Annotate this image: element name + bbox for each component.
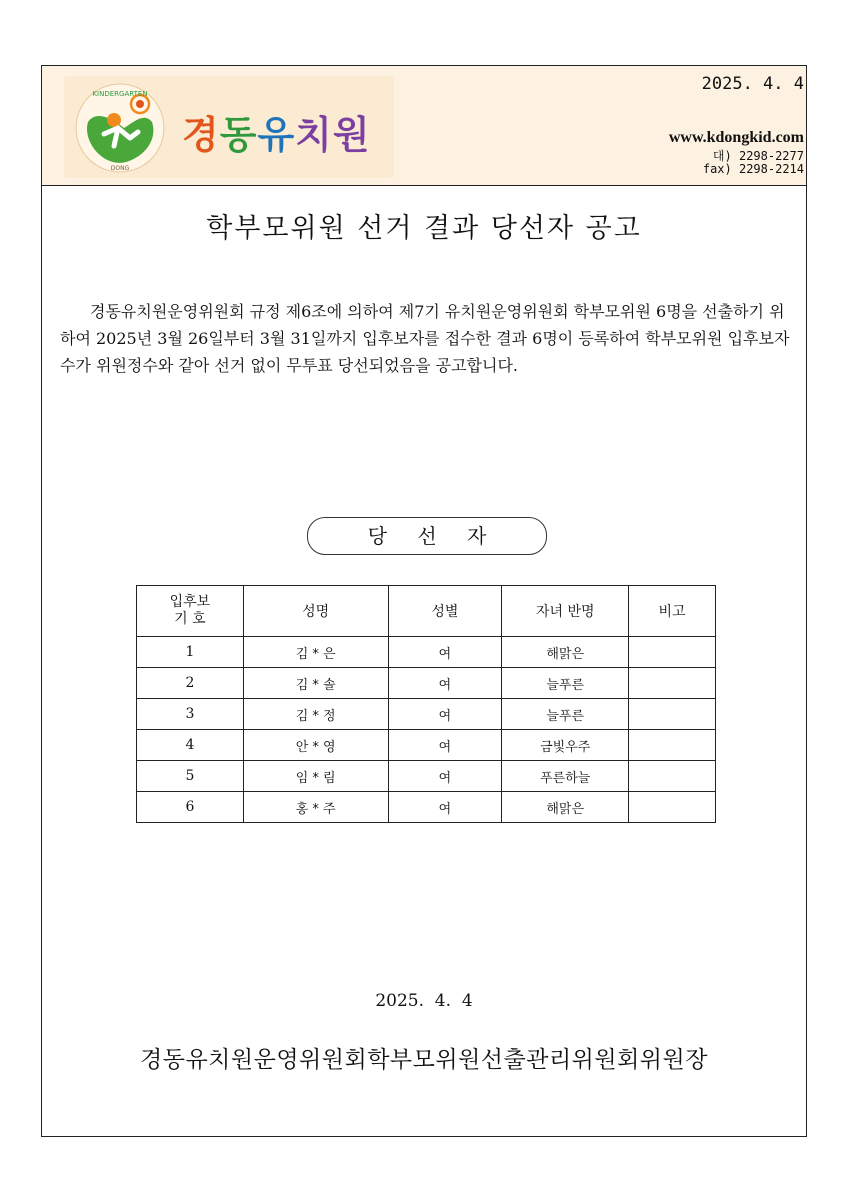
- header-number-line2: 기 호: [174, 611, 206, 627]
- logo-char: 경: [182, 113, 220, 157]
- cell-name: 임 * 림: [243, 761, 388, 792]
- table-row: [137, 699, 716, 730]
- winners-table: [136, 585, 716, 823]
- winners-badge: 당 선 자: [307, 517, 547, 555]
- header-note: 비고: [629, 586, 716, 637]
- cell-note: [629, 699, 716, 730]
- cell-name: 김 * 은: [243, 637, 388, 668]
- cell-note: [629, 792, 716, 823]
- cell-class: 해맑은: [502, 637, 629, 668]
- cell-class: 금빛우주: [502, 730, 629, 761]
- cell-class: 늘푸른: [502, 668, 629, 699]
- cell-number: 3: [137, 699, 244, 730]
- cell-class: 푸른하늘: [502, 761, 629, 792]
- cell-note: [629, 761, 716, 792]
- logo-bottom-text: DONG: [110, 165, 130, 172]
- kindergarten-logo: [64, 76, 394, 178]
- cell-note: [629, 637, 716, 668]
- cell-gender: 여: [388, 668, 502, 699]
- cell-gender: 여: [388, 792, 502, 823]
- table-row: [137, 730, 716, 761]
- cell-number: 5: [137, 761, 244, 792]
- footer-date: 2025. 4. 4: [375, 991, 473, 1011]
- table-header-row: [137, 586, 716, 637]
- cell-note: [629, 730, 716, 761]
- header-candidate-number: [137, 586, 244, 637]
- fax-number: fax) 2298-2214: [702, 162, 804, 176]
- header-name: 성명: [243, 586, 388, 637]
- cell-gender: 여: [388, 637, 502, 668]
- cell-note: [629, 668, 716, 699]
- cell-name: 홍 * 주: [243, 792, 388, 823]
- cell-number: 6: [137, 792, 244, 823]
- notice-title: 학부모위원 선거 결과 당선자 공고: [206, 213, 642, 244]
- letterhead: [42, 66, 806, 186]
- notice-paragraph: 경동유치원운영위원회 규정 제6조에 의하여 제7기 유치원운영위원회 학부모위원 6명을 선출하기 위하여 2025년 3월 26일부터 3월 31일까지 입후보자를 접수한 결과 6명이 등록하여 학부모위원 입후보자 수가 위원정수와 같아 선거 없이 무투표 당선되었음을 공고합니다.: [60, 302, 790, 375]
- table-row: [137, 761, 716, 792]
- logo-char: 치: [295, 113, 333, 157]
- kindergarten-name: [182, 104, 371, 159]
- notice-frame: [41, 65, 807, 1137]
- cell-gender: 여: [388, 730, 502, 761]
- committee-signature: 경동유치원운영위원회학부모위원선출관리위원회위원장: [140, 1047, 708, 1073]
- phone-number: 대) 2298-2277: [712, 149, 804, 163]
- table-row: [137, 792, 716, 823]
- cell-gender: 여: [388, 699, 502, 730]
- cell-name: 김 * 정: [243, 699, 388, 730]
- table-row: [137, 668, 716, 699]
- logo-emblem-icon: [74, 82, 166, 174]
- logo-char: 동: [219, 113, 258, 157]
- logo-arc-text: KINDERGARTEN: [92, 90, 148, 98]
- cell-number: 2: [137, 668, 244, 699]
- cell-class: 늘푸른: [502, 699, 629, 730]
- header-number-line1: 입후보: [169, 594, 211, 610]
- website-address: www.kdongkid.com: [668, 129, 804, 146]
- cell-name: 안 * 영: [243, 730, 388, 761]
- cell-number: 1: [137, 637, 244, 668]
- header-gender: 성별: [388, 586, 502, 637]
- cell-class: 해맑은: [502, 792, 629, 823]
- header-date: 2025. 4. 4: [701, 74, 804, 94]
- logo-char: 유: [257, 113, 296, 157]
- cell-gender: 여: [388, 761, 502, 792]
- table-row: [137, 637, 716, 668]
- logo-char: 원: [332, 113, 371, 157]
- header-class: 자녀 반명: [502, 586, 629, 637]
- cell-name: 김 * 솔: [243, 668, 388, 699]
- cell-number: 4: [137, 730, 244, 761]
